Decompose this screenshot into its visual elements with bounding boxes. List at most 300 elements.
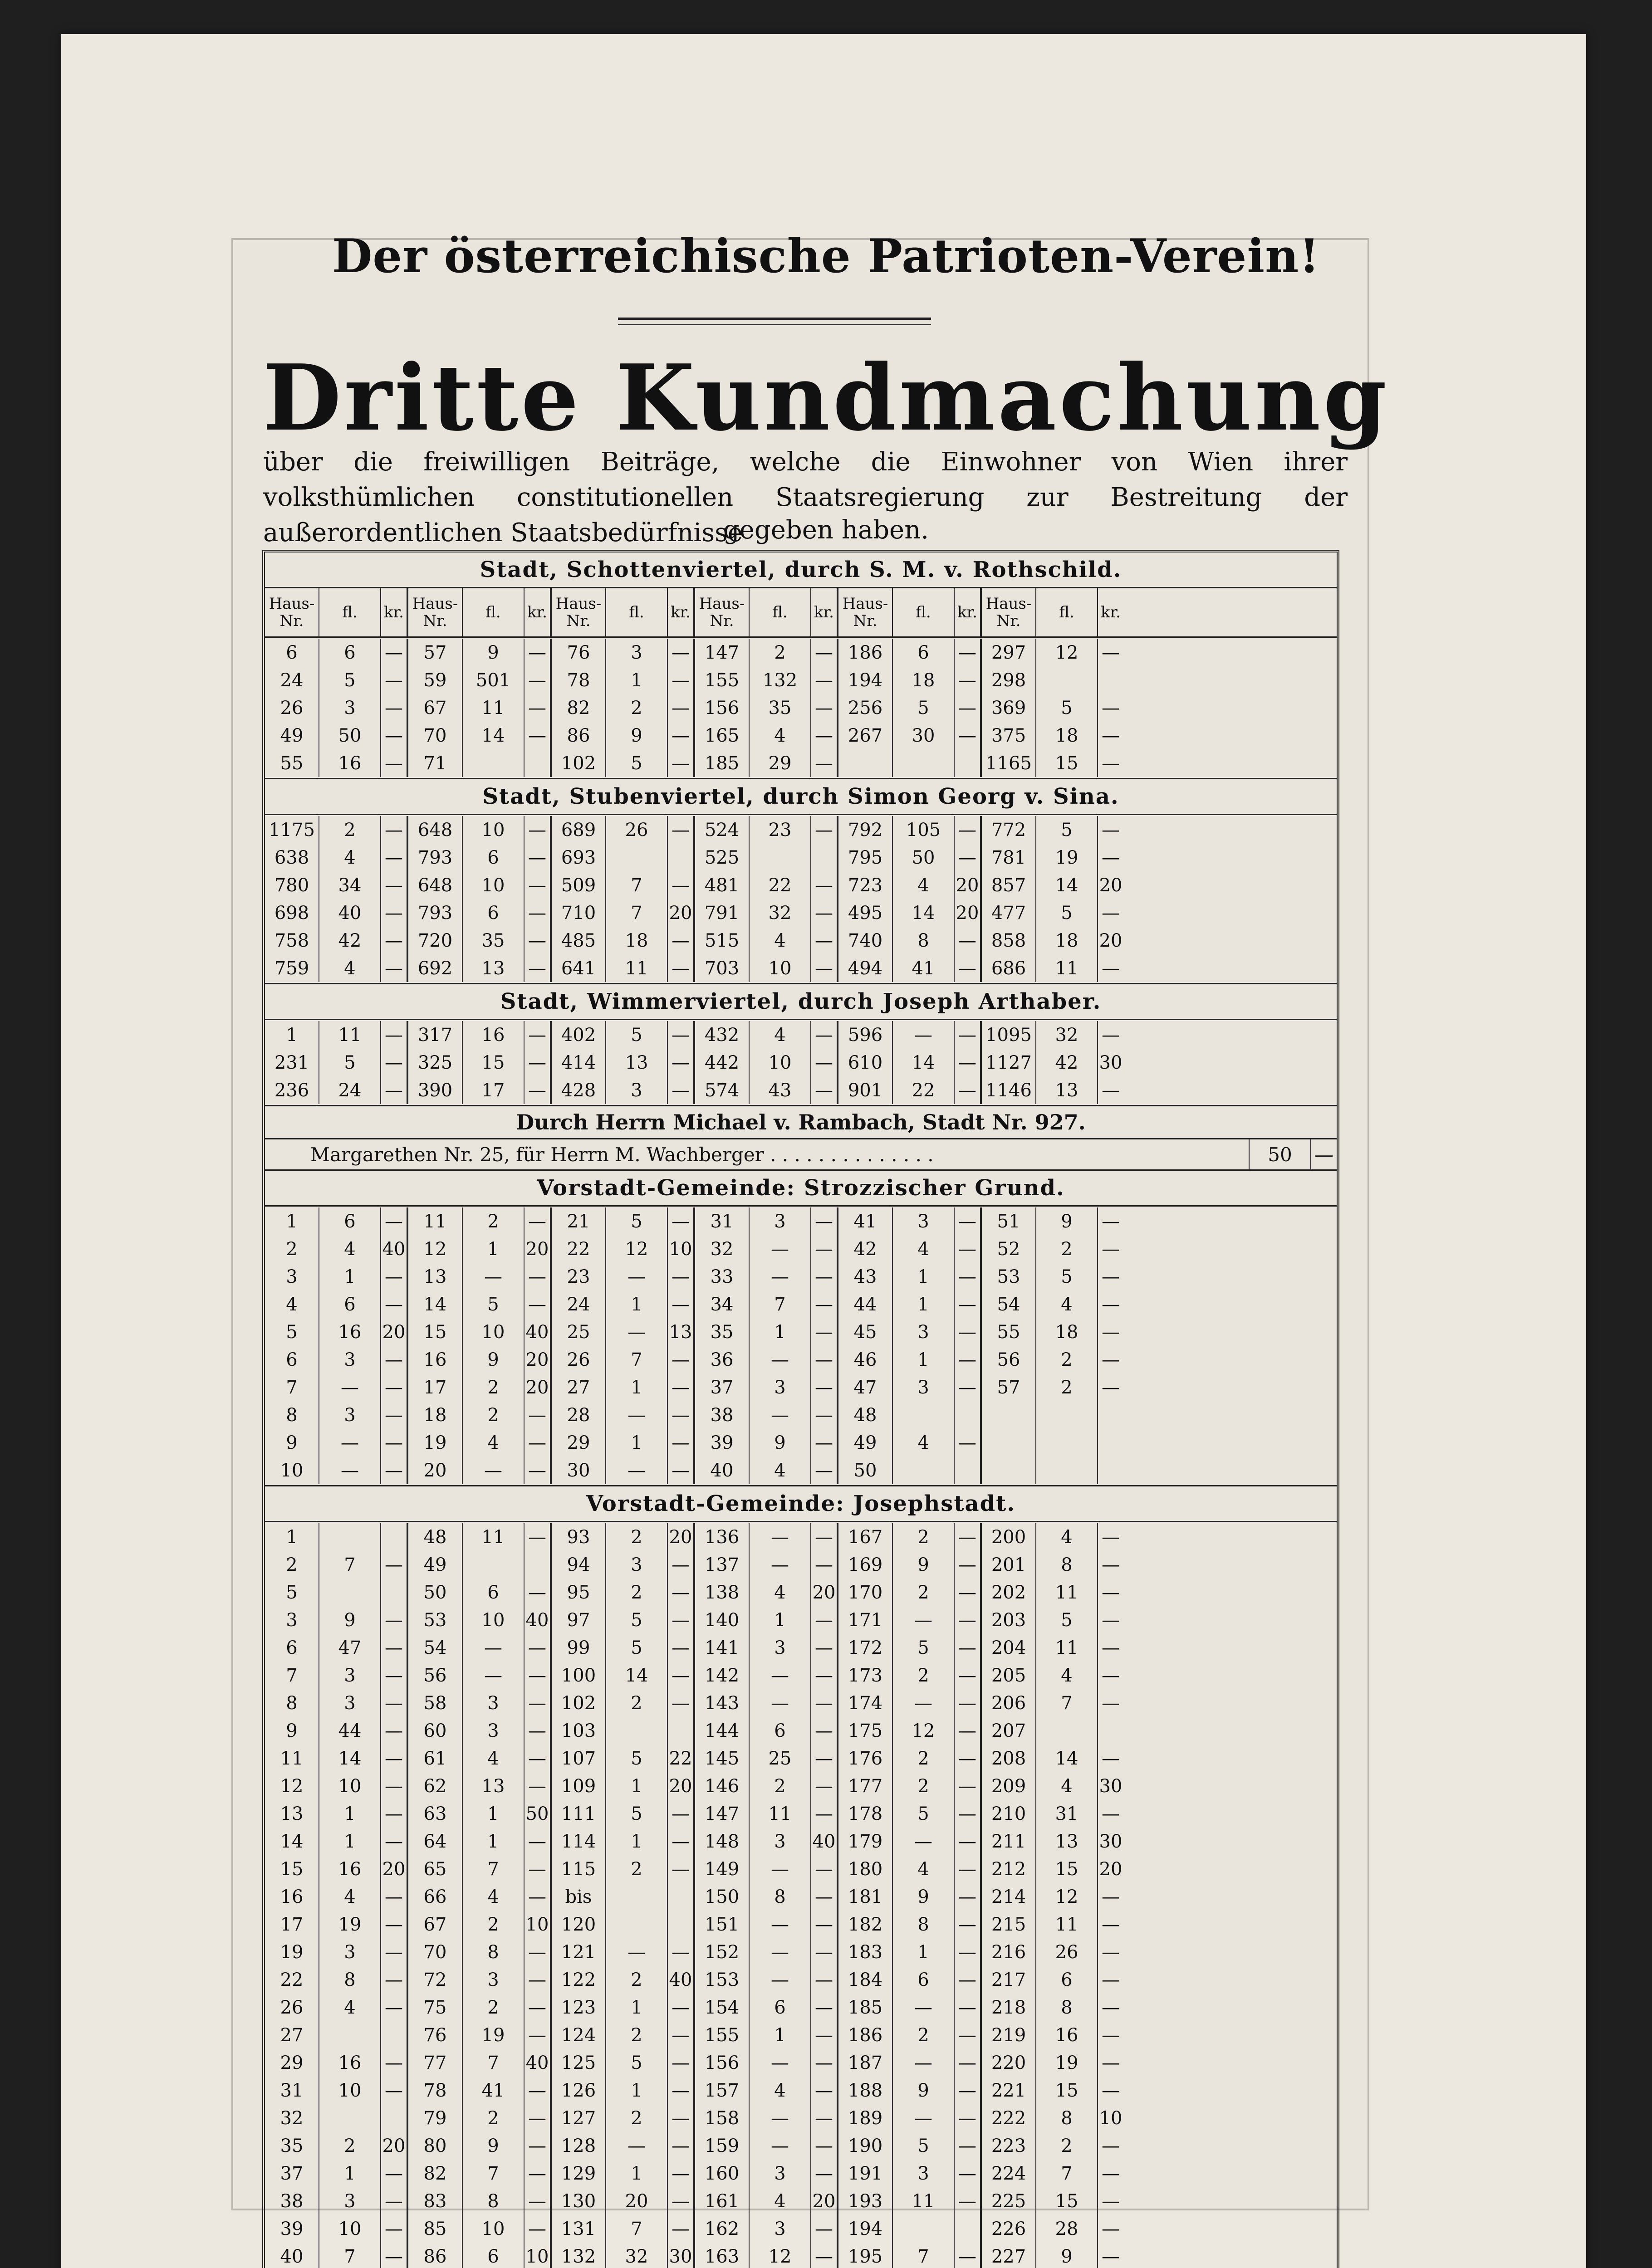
cell-haus-nr: 481 [695,871,750,899]
cell-haus-nr: 34 [695,1290,750,1318]
cell-kr: — [668,1689,695,1717]
cell-haus-nr: 693 [552,844,606,871]
cell-haus-nr: 49 [838,1429,893,1457]
column-header-row [265,588,1337,638]
cell-haus-nr: 20 [408,1457,463,1484]
cell-kr: — [668,1207,695,1235]
cell-kr: — [1102,1692,1120,1714]
cell-haus-nr: 79 [408,2104,463,2132]
cell-haus-nr: 218 [982,1994,1036,2021]
cell-kr: — [955,954,982,982]
table-row [265,899,1337,927]
cell-kr: — [811,1745,838,1772]
cell-fl: 4 [893,1235,955,1263]
cell-fl: 18 [606,927,668,954]
cell-haus-nr: 17 [408,1374,463,1401]
cell-kr: — [811,749,838,777]
cell-fl: 11 [319,1021,381,1049]
cell-haus-nr: 148 [695,1828,750,1855]
table-row [265,2132,1337,2160]
section-title: Stadt, Schottenviertel, durch S. M. v. Rothschild. [265,552,1337,588]
cell-kr: — [381,1076,408,1104]
cell-fl: 5 [1036,1606,1098,1634]
table-row [265,1911,1337,1938]
cell-kr: — [381,722,408,749]
cell-haus-nr: 191 [838,2160,893,2187]
cell-kr: — [1102,2163,1120,2184]
cell-haus-nr: 205 [982,1662,1036,1689]
cell-fl: 10 [750,954,811,982]
cell-fl: 6 [319,639,381,666]
cell-fl: 13 [463,954,525,982]
cell-kr: — [811,927,838,954]
cell-kr: — [381,1994,408,2021]
cell-fl: 11 [1036,954,1098,982]
cell-haus-nr: 29 [265,2049,319,2077]
cell-fl: 12 [1036,639,1098,666]
cell-kr: — [955,1772,982,1800]
cell-fl: 6 [750,1717,811,1745]
cell-fl: 7 [750,1290,811,1318]
cell-fl: 4 [750,1457,811,1484]
table-row [265,1606,1337,1634]
cell-haus-nr: 759 [265,954,319,982]
cell-haus-nr: 95 [552,1579,606,1606]
contribution-table [262,550,1339,2268]
cell-haus-nr: 720 [408,927,463,954]
cell-fl: 2 [893,1579,955,1606]
cell-fl: 4 [750,2077,811,2104]
cell-kr: — [525,1263,552,1290]
cell-haus-nr: 186 [838,639,893,666]
cell-fl: 10 [463,1606,525,1634]
cell-haus-nr: 19 [265,1938,319,1966]
cell-haus-nr: 203 [982,1606,1036,1634]
cell-fl: 17 [463,1076,525,1104]
cell-kr: — [811,1374,838,1401]
cell-fl: 5 [893,694,955,722]
cell-fl: 7 [463,2049,525,2077]
cell-fl: — [319,1374,381,1401]
section-body [265,638,1337,779]
cell-haus-nr: 574 [695,1076,750,1104]
cell-fl: 5 [606,1207,668,1235]
cell-fl: 43 [750,1076,811,1104]
cell-haus-nr: 102 [552,749,606,777]
section-body [265,1020,1337,1106]
cell-fl: 1 [606,1374,668,1401]
cell-kr: — [811,1883,838,1911]
cell-haus-nr: 161 [695,2187,750,2215]
cell-fl: 105 [893,816,955,844]
cell-fl: 32 [1036,1021,1098,1049]
cell-fl: 9 [463,2132,525,2160]
cell-haus-nr: 12 [408,1235,463,1263]
cell-fl: 19 [319,1911,381,1938]
cell-haus-nr: 50 [838,1457,893,1484]
cell-fl: 1 [750,2021,811,2049]
cell-haus-nr: 76 [552,639,606,666]
cell-kr: — [381,1966,408,1994]
cell-haus-nr: 710 [552,899,606,927]
cell-fl: 6 [463,844,525,871]
cell-kr: 30 [668,2243,695,2268]
cell-fl: 8 [893,1911,955,1938]
table-row [265,1828,1337,1855]
cell-fl: — [750,1911,811,1938]
cell-haus-nr: 63 [408,1800,463,1828]
cell-fl: 42 [319,927,381,954]
cell-haus-nr: 216 [982,1938,1036,1966]
cell-haus-nr: 54 [408,1634,463,1662]
cell-kr: — [525,1076,552,1104]
cell-fl: 9 [606,722,668,749]
cell-kr: 20 [955,899,982,927]
cell-haus-nr: 256 [838,694,893,722]
cell-kr: — [955,722,982,749]
cell-haus-nr: 26 [552,1346,606,1374]
cell-fl: — [463,1662,525,1689]
cell-kr: — [955,1883,982,1911]
cell-fl: 13 [463,1772,525,1800]
cell-kr: — [1102,1803,1120,1824]
table-row [265,927,1337,954]
cell-kr: — [955,2132,982,2160]
cell-haus-nr: 85 [408,2215,463,2243]
cell-kr: — [525,639,552,666]
cell-kr: — [811,639,838,666]
cell-haus-nr: 47 [838,1374,893,1401]
cell-haus-nr: 78 [408,2077,463,2104]
cell-kr: — [668,1374,695,1401]
cell-kr [955,749,982,777]
cell-fl: 7 [319,2243,381,2268]
section-title: Stadt, Wimmerviertel, durch Joseph Arthaber. [265,984,1337,1020]
cell-haus-nr: 150 [695,1883,750,1911]
cell-haus-nr: 114 [552,1828,606,1855]
margarethen-text: Margarethen Nr. 25, für Herrn M. Wachberger . . . . . . . . . . . . . . [310,1143,934,1166]
cell-haus-nr: 226 [982,2215,1036,2243]
cell-kr: — [1102,697,1120,719]
cell-kr: — [811,1772,838,1800]
cell-haus-nr: 76 [408,2021,463,2049]
table-row [265,694,1337,722]
cell-kr: — [811,666,838,694]
cell-fl: 5 [606,1021,668,1049]
cell-fl: 13 [606,1049,668,1076]
cell-kr: — [955,1076,982,1104]
cell-haus-nr: 19 [408,1429,463,1457]
cell-fl: 35 [463,927,525,954]
cell-kr: — [668,1021,695,1049]
cell-haus-nr: 208 [982,1745,1036,1772]
table-row [265,2243,1337,2268]
col-haus-header: Haus-Nr. [265,588,319,636]
cell-haus-nr: 51 [982,1207,1036,1235]
cell-fl: 9 [1036,1207,1098,1235]
cell-kr: — [1102,1266,1120,1287]
cell-kr: — [955,816,982,844]
cell-haus-nr: 28 [552,1401,606,1429]
cell-fl: 16 [319,2049,381,2077]
cell-haus-nr: 298 [982,666,1036,694]
cell-kr: — [811,1938,838,1966]
cell-kr: 10 [1099,2107,1123,2129]
cell-fl: 4 [463,1883,525,1911]
cell-haus-nr: 123 [552,1994,606,2021]
cell-fl: 1 [463,1235,525,1263]
cell-kr: — [955,1938,982,1966]
cell-haus-nr: 202 [982,1579,1036,1606]
cell-fl: 5 [606,1800,668,1828]
cell-fl: 5 [606,1606,668,1634]
cell-haus-nr: 60 [408,1717,463,1745]
cell-fl: 6 [319,1207,381,1235]
cell-kr: — [955,1207,982,1235]
cell-haus-nr: 231 [265,1049,319,1076]
cell-kr: — [1102,753,1120,774]
cell-kr: — [525,1855,552,1883]
cell-haus-nr: 781 [982,844,1036,871]
table-row [265,1290,1337,1318]
cell-haus-nr: 220 [982,2049,1036,2077]
cell-fl: 3 [750,1634,811,1662]
cell-fl: 3 [606,1076,668,1104]
cell-haus-nr: 99 [552,1634,606,1662]
cell-haus-nr: 648 [408,871,463,899]
cell-fl: 3 [319,694,381,722]
cell-haus-nr: 402 [552,1021,606,1049]
cell-kr: — [811,2160,838,2187]
cell-fl: 5 [893,2132,955,2160]
cell-haus-nr: 22 [552,1235,606,1263]
cell-haus-nr: 215 [982,1911,1036,1938]
cell-fl: — [606,1401,668,1429]
cell-kr: — [1102,1554,1120,1575]
cell-fl: 20 [606,2187,668,2215]
cell-haus-nr: 414 [552,1049,606,1076]
cell-haus-nr: 52 [982,1235,1036,1263]
cell-fl: 2 [606,1855,668,1883]
cell-fl: 15 [1036,2077,1098,2104]
cell-fl: — [463,1457,525,1484]
cell-kr: — [1102,819,1120,841]
cell-haus-nr: 219 [982,2021,1036,2049]
cell-haus-nr: 169 [838,1551,893,1579]
cell-haus-nr: 698 [265,899,319,927]
cell-kr: — [955,927,982,954]
cell-fl: 10 [463,816,525,844]
cell-fl: 47 [319,1634,381,1662]
cell-haus-nr: 792 [838,816,893,844]
cell-kr: — [811,871,838,899]
cell-haus-nr: 53 [408,1606,463,1634]
cell-haus-nr: 32 [695,1235,750,1263]
cell-haus-nr [982,1457,1036,1484]
cell-haus-nr: 175 [838,1717,893,1745]
cell-fl: 14 [1036,1745,1098,1772]
cell-fl: 3 [319,1401,381,1429]
cell-kr: — [1102,1294,1120,1315]
cell-fl: 1 [606,666,668,694]
cell-fl: 18 [893,666,955,694]
cell-haus-nr: 173 [838,1662,893,1689]
cell-kr: — [525,1290,552,1318]
cell-haus-nr: 692 [408,954,463,982]
cell-haus-nr: 189 [838,2104,893,2132]
cell-fl: — [893,1606,955,1634]
cell-fl: 2 [893,1662,955,1689]
cell-kr: — [381,2160,408,2187]
cell-haus-nr: 170 [838,1579,893,1606]
cell-haus-nr: 146 [695,1772,750,1800]
cell-kr: — [525,1828,552,1855]
cell-haus-nr: 183 [838,1938,893,1966]
cell-kr: — [668,1049,695,1076]
cell-haus-nr: 40 [695,1457,750,1484]
cell-kr: — [381,2243,408,2268]
cell-fl: — [750,1523,811,1551]
cell-haus-nr: 222 [982,2104,1036,2132]
cell-kr: — [668,1290,695,1318]
cell-kr: — [1102,1886,1120,1907]
cell-kr: — [811,1076,838,1104]
cell-kr: — [811,1662,838,1689]
cell-fl: 2 [606,2021,668,2049]
cell-fl: 11 [1036,1911,1098,1938]
margarethen-row [265,1139,1337,1171]
cell-kr: — [381,1263,408,1290]
cell-fl: — [319,1457,381,1484]
table-row [265,2215,1337,2243]
col-kr-header: kr. [668,588,695,636]
cell-haus-nr: 29 [552,1429,606,1457]
cell-haus-nr: 30 [552,1457,606,1484]
cell-fl [319,1523,381,1551]
cell-kr: — [811,1994,838,2021]
cell-fl: 14 [319,1745,381,1772]
cell-kr: — [525,899,552,927]
cell-haus-nr: 6 [265,639,319,666]
cell-fl: 6 [893,1966,955,1994]
cell-haus-nr: 46 [838,1346,893,1374]
cell-haus-nr: 24 [552,1290,606,1318]
cell-fl [463,1551,525,1579]
cell-fl: — [750,2132,811,2160]
cell-fl: 5 [1036,1263,1098,1290]
cell-kr: — [1102,1024,1120,1046]
cell-kr: — [955,1966,982,1994]
cell-kr: — [1102,642,1120,663]
cell-haus-nr: 152 [695,1938,750,1966]
cell-haus-nr: 26 [265,694,319,722]
cell-kr: — [955,2049,982,2077]
cell-haus-nr: 154 [695,1994,750,2021]
cell-fl: 4 [893,871,955,899]
cell-fl: 23 [750,816,811,844]
cell-haus-nr: 35 [695,1318,750,1346]
cell-fl: 19 [463,2021,525,2049]
cell-kr: — [1102,2135,1120,2156]
cell-haus-nr: 126 [552,2077,606,2104]
cell-fl: 4 [319,844,381,871]
cell-fl: 6 [463,2243,525,2268]
cell-fl: 18 [1036,722,1098,749]
cell-haus-nr: 153 [695,1966,750,1994]
cell-kr: — [1102,2218,1120,2239]
cell-kr: — [811,1634,838,1662]
cell-kr: — [811,1207,838,1235]
cell-kr: 50 [525,1800,552,1828]
cell-haus-nr: 791 [695,899,750,927]
cell-kr: 20 [668,899,695,927]
cell-fl: 1 [606,2160,668,2187]
cell-kr: — [381,666,408,694]
cell-fl: 4 [750,1579,811,1606]
table-row [265,1021,1337,1049]
cell-haus-nr: 485 [552,927,606,954]
cell-fl: 1 [319,2160,381,2187]
cell-kr: — [811,1523,838,1551]
table-row [265,1855,1337,1883]
cell-haus-nr: 182 [838,1911,893,1938]
cell-haus-nr: 49 [408,1551,463,1579]
cell-kr: — [525,666,552,694]
cell-haus-nr: 180 [838,1855,893,1883]
cell-kr [1098,1401,1123,1429]
cell-fl: 2 [606,1966,668,1994]
cell-haus-nr: 56 [982,1346,1036,1374]
cell-fl: 50 [319,722,381,749]
cell-haus-nr: 97 [552,1606,606,1634]
section-schottenviertel [265,552,1337,779]
cell-fl: 32 [606,2243,668,2268]
cell-kr: — [525,1049,552,1076]
cell-haus-nr: 375 [982,722,1036,749]
cell-kr: — [1102,1609,1120,1631]
cell-kr: — [668,816,695,844]
cell-fl: 10 [319,2077,381,2104]
cell-kr: 10 [525,1911,552,1938]
cell-haus-nr: 723 [838,871,893,899]
cell-haus-nr: 9 [265,1429,319,1457]
table-row [265,1457,1337,1484]
cell-haus-nr: 211 [982,1828,1036,1855]
cell-kr: — [811,1551,838,1579]
cell-haus-nr: 172 [838,1634,893,1662]
cell-fl [893,1457,955,1484]
table-row [265,1689,1337,1717]
cell-fl: — [463,1263,525,1290]
cell-haus-nr: 857 [982,871,1036,899]
cell-fl: 2 [606,694,668,722]
cell-haus-nr: 49 [265,722,319,749]
section-strozzischer-grund [265,1171,1337,1486]
cell-haus-nr: 9 [265,1717,319,1745]
cell-fl: 2 [1036,1346,1098,1374]
cell-haus-nr: 77 [408,2049,463,2077]
cell-fl: 4 [1036,1523,1098,1551]
cell-kr: — [525,844,552,871]
cell-haus-nr: 12 [265,1772,319,1800]
cell-kr: — [525,1745,552,1772]
cell-haus-nr: 740 [838,927,893,954]
cell-haus-nr: 200 [982,1523,1036,1551]
cell-fl: 4 [750,722,811,749]
cell-kr: 20 [955,871,982,899]
cell-haus-nr: 217 [982,1966,1036,1994]
col-fl-header: fl. [463,588,525,636]
